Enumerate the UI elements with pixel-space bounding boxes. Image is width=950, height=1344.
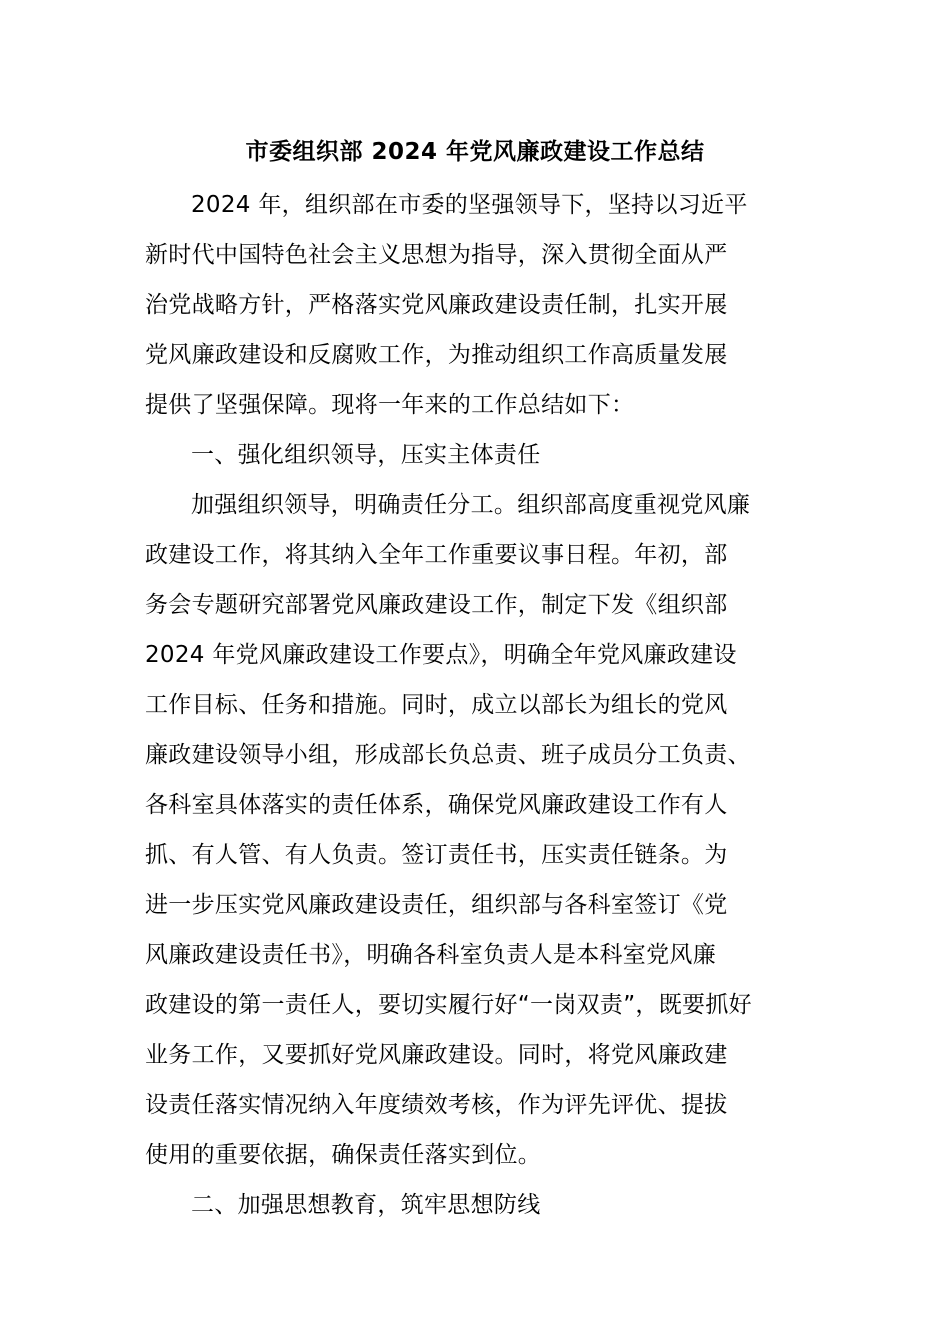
section1-line: 抓、有人管、有人负责。签订责任书，压实责任链条。为: [145, 842, 728, 868]
document-body: [145, 180, 805, 1230]
section1-line: 务会专题研究部署党风廉政建设工作，制定下发《组织部: [145, 592, 728, 618]
section1-line: 进一步压实党风廉政建设责任，组织部与各科室签订《党: [145, 892, 728, 918]
section1-line: 风廉政建设责任书》，明确各科室负责人是本科室党风廉: [145, 942, 716, 968]
section-heading-1: 一、强化组织领导，压实主体责任: [191, 442, 541, 468]
section-heading-2: 二、加强思想教育，筑牢思想防线: [191, 1192, 541, 1218]
section1-line: 政建设的第一责任人，要切实履行好“一岗双责”，既要抓好: [145, 992, 752, 1018]
intro-line: 2024 年，组织部在市委的坚强领导下，坚持以习近平: [191, 192, 748, 218]
intro-line: 党风廉政建设和反腐败工作，为推动组织工作高质量发展: [145, 342, 728, 368]
section1-line: 廉政建设领导小组，形成部长负总责、班子成员分工负责、: [145, 742, 751, 768]
section1-paragraph: [145, 480, 805, 1180]
section1-line: 设责任落实情况纳入年度绩效考核，作为评先评优、提拔: [145, 1092, 728, 1118]
section1-line: 加强组织领导，明确责任分工。组织部高度重视党风廉: [191, 492, 751, 518]
section1-line: 业务工作，又要抓好党风廉政建设。同时，将党风廉政建: [145, 1042, 728, 1068]
intro-line: 治党战略方针，严格落实党风廉政建设责任制，扎实开展: [145, 292, 728, 318]
intro-line: 提供了坚强保障。现将一年来的工作总结如下：: [145, 392, 635, 418]
document-title: 市委组织部 2024 年党风廉政建设工作总结: [245, 139, 705, 165]
section1-line: 政建设工作，将其纳入全年工作重要议事日程。年初，部: [145, 542, 728, 568]
intro-paragraph: [145, 180, 805, 430]
section1-line: 各科室具体落实的责任体系，确保党风廉政建设工作有人: [145, 792, 728, 818]
section1-line: 工作目标、任务和措施。同时，成立以部长为组长的党风: [145, 692, 728, 718]
section1-line: 2024 年党风廉政建设工作要点》，明确全年党风廉政建设: [145, 642, 737, 668]
intro-line: 新时代中国特色社会主义思想为指导，深入贯彻全面从严: [145, 242, 728, 268]
section1-line: 使用的重要依据，确保责任落实到位。: [145, 1142, 542, 1168]
